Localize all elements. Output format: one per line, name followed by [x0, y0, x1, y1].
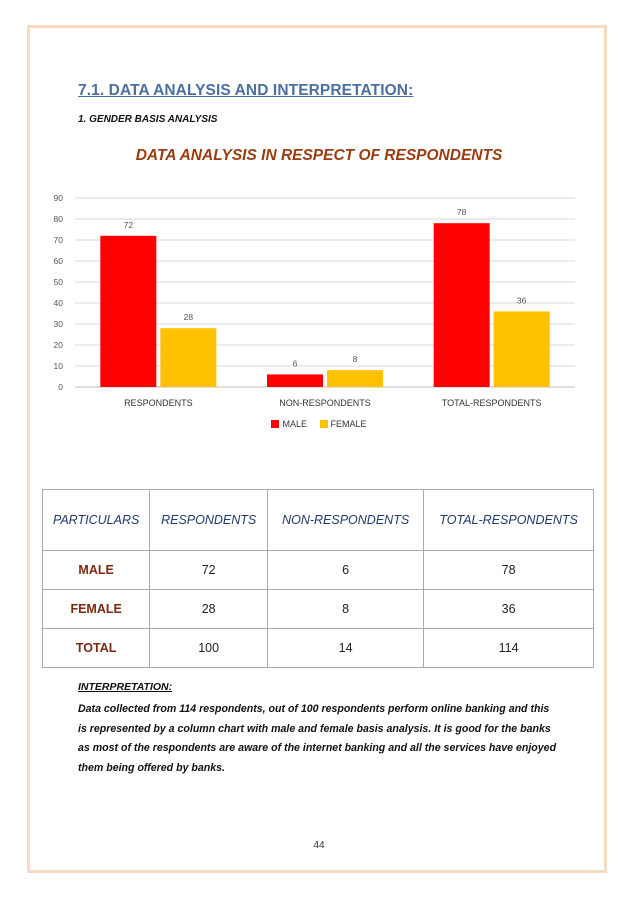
cell: 6: [268, 551, 424, 590]
section-title: 7.1. DATA ANALYSIS AND INTERPRETATION:: [78, 82, 414, 99]
page-number: 44: [313, 840, 325, 851]
y-tick-label: 90: [53, 193, 63, 203]
bar-male-respondents: [100, 236, 156, 387]
cell: 114: [424, 629, 594, 668]
row-label: MALE: [43, 551, 150, 590]
y-tick-label: 0: [58, 382, 63, 392]
bar-female-respondents: [160, 328, 216, 387]
bar-female-total-respondents: [494, 311, 550, 387]
x-tick-label: TOTAL-RESPONDENTS: [441, 398, 542, 408]
y-tick-label: 30: [53, 319, 63, 329]
cell: 72: [150, 551, 268, 590]
header-non-respondents: NON-RESPONDENTS: [268, 490, 424, 551]
cell: 14: [268, 629, 424, 668]
y-tick-label: 40: [53, 298, 63, 308]
y-tick-label: 80: [53, 214, 63, 224]
cell: 8: [268, 590, 424, 629]
cell: 36: [424, 590, 594, 629]
legend-female-swatch: [320, 420, 328, 428]
summary-table: [42, 489, 594, 668]
interpretation-heading: INTERPRETATION:: [78, 681, 173, 693]
row-label: TOTAL: [43, 629, 150, 668]
data-label: 8: [352, 354, 358, 365]
data-label: 6: [292, 358, 298, 369]
interpretation-body: Data collected from 114 respondents, out of 100 respondents perform online banking and this is represented by a column chart with male and female basis analysis. It is good for the banks as most of the respondents are aware of the internet banking and all the services have enjoyed them being offered by banks.: [78, 703, 557, 774]
legend-female-label: FEMALE: [330, 419, 367, 429]
y-tick-label: 70: [53, 235, 63, 245]
data-label: 36: [516, 295, 527, 306]
bar-male-non-respondents: [267, 374, 323, 387]
table-row: [43, 551, 594, 590]
sub-title: 1. GENDER BASIS ANALYSIS: [78, 114, 218, 125]
x-tick-label: NON-RESPONDENTS: [279, 398, 371, 408]
table-row: [43, 629, 594, 668]
header-particulars: PARTICULARS: [43, 490, 150, 551]
legend-female: [320, 419, 367, 429]
cell: 28: [150, 590, 268, 629]
data-label: 78: [456, 207, 467, 218]
bar-chart: [40, 190, 590, 415]
data-label: 72: [123, 219, 134, 230]
cell: 100: [150, 629, 268, 668]
y-tick-label: 50: [53, 277, 63, 287]
table-row: [43, 590, 594, 629]
y-tick-label: 20: [53, 340, 63, 350]
bar-female-non-respondents: [327, 370, 383, 387]
legend-male: [271, 419, 307, 429]
legend-male-label: MALE: [282, 419, 307, 429]
bar-male-total-respondents: [434, 223, 490, 387]
header-total-respondents: TOTAL-RESPONDENTS: [424, 490, 594, 551]
y-tick-label: 10: [53, 361, 63, 371]
legend-male-swatch: [271, 420, 279, 428]
chart-legend: [0, 419, 638, 429]
y-tick-label: 60: [53, 256, 63, 266]
header-respondents: RESPONDENTS: [150, 490, 268, 551]
chart-title: DATA ANALYSIS IN RESPECT OF RESPONDENTS: [135, 147, 503, 164]
data-label: 28: [183, 312, 194, 323]
cell: 78: [424, 551, 594, 590]
row-label: FEMALE: [43, 590, 150, 629]
table-header-row: [43, 490, 594, 551]
x-tick-label: RESPONDENTS: [124, 398, 193, 408]
